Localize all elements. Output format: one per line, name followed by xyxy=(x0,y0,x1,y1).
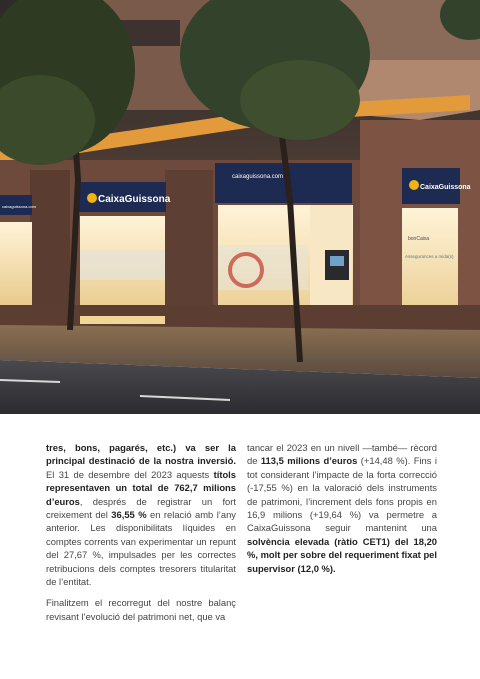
left-p1-bold-lead: tres, bons, pagarés, etc.) va ser la principal destinació de la nostra inversió. xyxy=(46,442,236,467)
right-column xyxy=(247,441,437,583)
poster-line: Assegurances a mida(s) xyxy=(405,254,454,259)
poster-title: bonCaixa xyxy=(408,236,430,242)
left-p1-text-2: , després de registrar un fort creixement del xyxy=(46,495,236,521)
left-p1-text: El 31 de desembre del 2023 aquests xyxy=(46,468,214,480)
right-p1-bold-equity: 113,5 milions d’euros xyxy=(260,455,358,467)
left-p1-bold-securities: títols representaven un total de 762,7 milions d’euros xyxy=(46,468,236,507)
left-p1-text-3: en relació amb l’any anterior. Les disponibilitats líquides en comptes corrents van experimentar un repunt del 27,67 %, impulsades per les correctes retribucions dels comptes tresorers titularitat de l’entitat. xyxy=(46,509,236,588)
left-paragraph-2: Finalitzem el recorregut del nostre balanç revisant l’evolució del patrimoni net, que va xyxy=(46,597,236,622)
web-address: caixaguissona.com xyxy=(232,174,284,180)
right-p1-bold-solvency: solvència elevada (ràtio CET1) del 18,20 %, molt per sobre del requeriment fixat pel supervisor (12,0 %). xyxy=(247,535,437,574)
left-p1-bold-growth: 36,55 % xyxy=(111,509,147,521)
left-web-address: caixaguissona.com xyxy=(2,204,37,209)
left-column xyxy=(46,441,236,631)
left-paragraph-1 xyxy=(46,441,236,588)
corner-sign: CaixaGuissona xyxy=(420,184,471,191)
storefront-sign: CaixaGuissona xyxy=(98,194,171,205)
right-p1-text: tancar el 2023 en un nivell —també— rècord de xyxy=(247,442,437,467)
right-p1-text-2: (+14,48 %). Fins i tot considerant l’impacte de la forta correcció (-17,55 %) en la valoració dels instruments de patrimoni, l’increment dels fons propis en 16,9 milions (+19,64 %) va permetre a CaixaGuissona seguir mantenint una xyxy=(247,455,437,534)
right-paragraph-1 xyxy=(247,441,437,575)
